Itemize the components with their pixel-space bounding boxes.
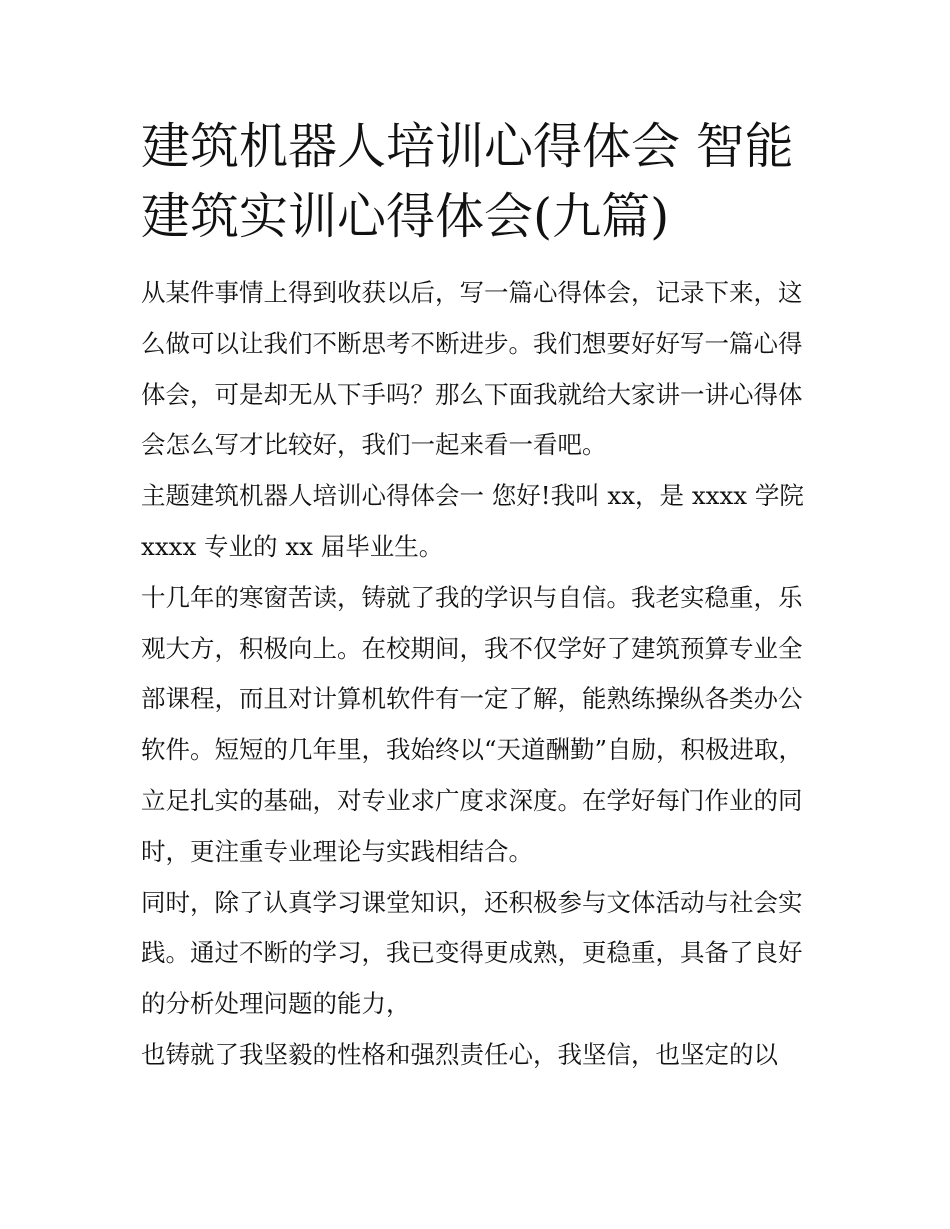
text-line: 从某件事情上得到收获以后，写一篇心得体会，记录下来，这: [141, 278, 803, 307]
paragraph-self-intro: [141, 471, 817, 573]
text-line: 的分析处理问题的能力，: [141, 989, 411, 1019]
text-line: 主题建筑机器人培训心得体会一 您好!我叫 xx，是 xxxx 学院: [141, 481, 804, 511]
text-line: 软件。短短的几年里，我始终以“天道酬勤”自励，积极进取，: [141, 735, 804, 765]
title-line: 建筑机器人培训心得体会 智能: [141, 118, 794, 175]
text-line: 同时，除了认真学习课堂知识，还积极参与文体活动与社会实: [141, 887, 803, 917]
title-line: 建筑实训心得体会(九篇): [141, 188, 670, 245]
paragraph-intro: [141, 268, 817, 471]
text-line: 也铸就了我坚毅的性格和强烈责任心，我坚信，也坚定的以: [141, 1039, 778, 1069]
text-line: 立足扎实的基础，对专业求广度求深度。在学好每门作业的同: [141, 785, 803, 815]
text-line: 么做可以让我们不断思考不断进步。我们想要好好写一篇心得: [141, 328, 803, 358]
text-line: 践。通过不断的学习，我已变得更成熟，更稳重，具备了良好: [141, 938, 803, 968]
text-line: 十几年的寒窗苦读，铸就了我的学识与自信。我老实稳重，乐: [141, 582, 803, 612]
document-body: [141, 268, 817, 1081]
text-line: 部课程，而且对计算机软件有一定了解，能熟练操纵各类办公: [141, 684, 803, 714]
text-line: 会怎么写才比较好，我们一起来看一看吧。: [141, 430, 607, 460]
paragraph-study: [141, 573, 817, 878]
document-content: [141, 112, 817, 1081]
text-line: xxxx 专业的 xx 届毕业生。: [141, 531, 444, 561]
text-line: 时，更注重专业理论与实践相结合。: [141, 836, 533, 866]
paragraph-character: [141, 1030, 817, 1081]
document-title: [141, 112, 817, 252]
text-line: 体会，可是却无从下手吗？那么下面我就给大家讲一讲心得体: [141, 379, 803, 409]
paragraph-activities: [141, 878, 817, 1030]
text-line: 观大方，积极向上。在校期间，我不仅学好了建筑预算专业全: [141, 633, 803, 663]
